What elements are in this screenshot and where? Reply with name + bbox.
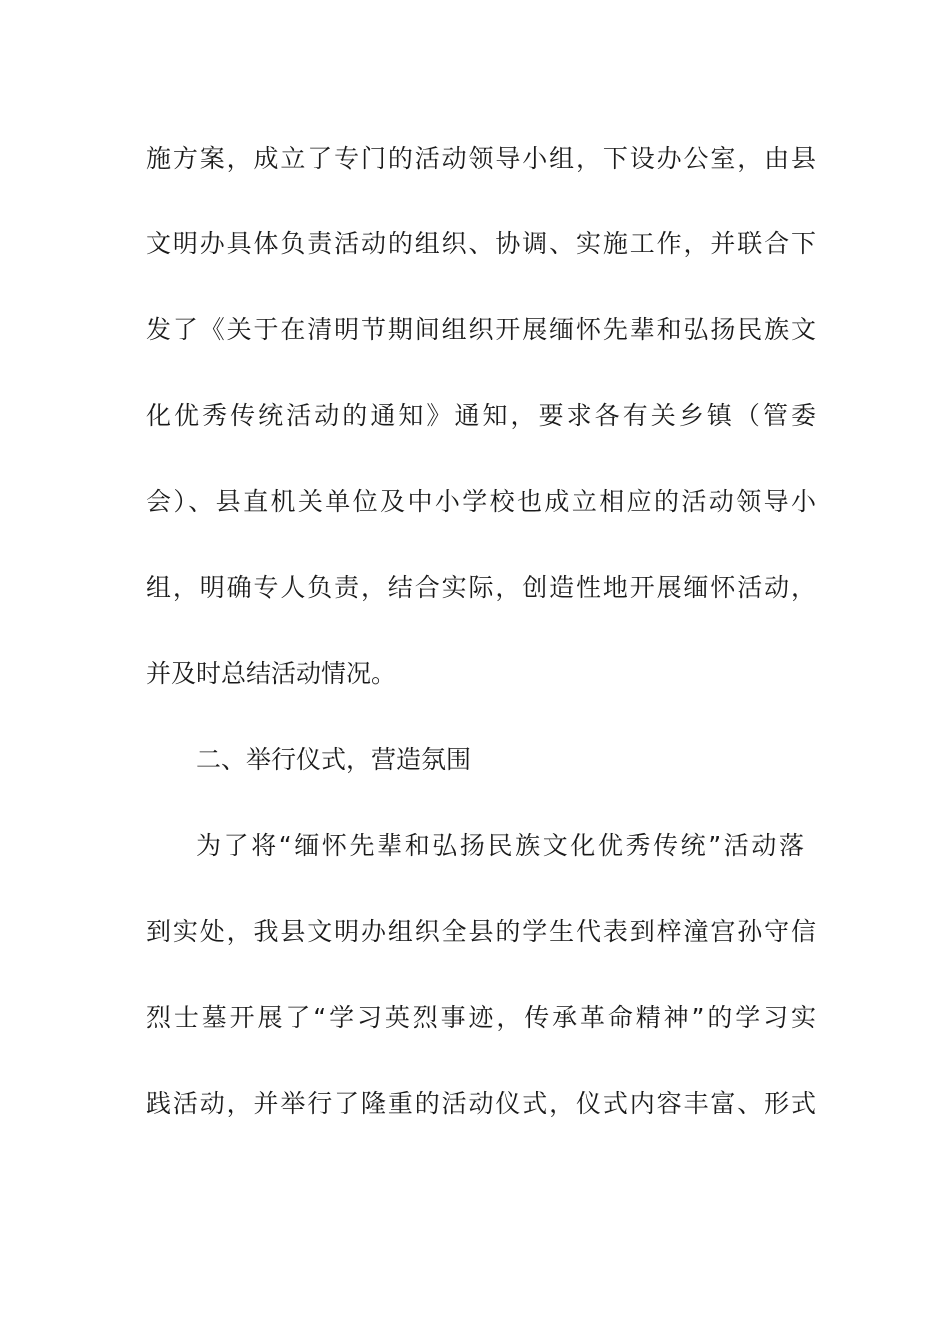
paragraph-2-line-1: 为了将“缅怀先辈和弘扬民族文化优秀传统”活动落 xyxy=(196,831,804,860)
paragraph-1-line-2: 文明办具体负责活动的组织、协调、实施工作，并联合下 xyxy=(146,229,816,258)
paragraph-1-line-3: 发了《关于在清明节期间组织开展缅怀先辈和弘扬民族文 xyxy=(146,315,816,344)
paragraph-1-line-1: 施方案，成立了专门的活动领导小组，下设办公室，由县 xyxy=(146,144,816,173)
paragraph-1-line-7: 并及时总结活动情况。 xyxy=(146,659,397,688)
paragraph-1-line-4: 化优秀传统活动的通知》通知，要求各有关乡镇（管委 xyxy=(146,401,816,430)
paragraph-2-line-3: 烈士墓开展了“学习英烈事迹，传承革命精神”的学习实 xyxy=(146,1003,816,1032)
section-heading: 二、举行仪式，营造氛围 xyxy=(196,745,472,774)
paragraph-1-line-6: 组，明确专人负责，结合实际，创造性地开展缅怀活动， xyxy=(146,573,816,602)
paragraph-2-line-2: 到实处，我县文明办组织全县的学生代表到梓潼宫孙守信 xyxy=(146,917,816,946)
paragraph-1-line-5: 会）、县直机关单位及中小学校也成立相应的活动领导小 xyxy=(146,487,816,516)
paragraph-2-line-4: 践活动，并举行了隆重的活动仪式，仪式内容丰富、形式 xyxy=(146,1089,816,1118)
